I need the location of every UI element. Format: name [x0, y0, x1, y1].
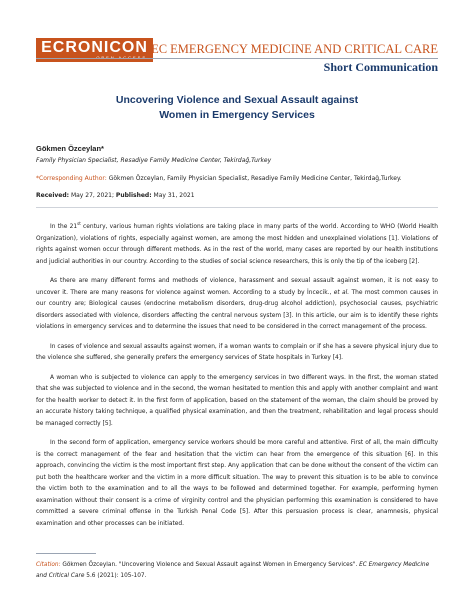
- p1-superscript: st: [77, 221, 81, 227]
- author-affiliation: Family Physician Specialist, Resadiye Family Medicine Center, Tekirdağ,Turkey: [36, 157, 272, 164]
- paragraph-2: [36, 276, 438, 334]
- footer-divider: [36, 553, 96, 554]
- p2-italic: et al.: [333, 289, 350, 296]
- article-body: [36, 222, 438, 538]
- journal-name: EC EMERGENCY MEDICINE AND CRITICAL CARE: [151, 42, 438, 56]
- citation: [36, 560, 438, 582]
- paragraph-4: A woman who is subjected to violence can apply to the emergency services in two different ways. In the first, the woman stated that she was subjected to violence and in the second, the woman hesitated to mention this and apply with another complaint and want for the health worker to detect it. In the first form of application, based on the statement of the woman, the claim should be proved by an accurate history taking technique, a qualified physical examination, and then the treatment, rehabilitation and legal process should be managed correctly [5].: [36, 374, 438, 427]
- p2-text-a: As there are many different forms and methods of violence, harassment and sexual assault against women, it is not easy to uncover it. There are many reasons for violence against women. According to a study by İncecik.,: [36, 278, 438, 296]
- citation-label: Citation:: [36, 562, 61, 568]
- received-date: May 27, 2021;: [69, 192, 116, 199]
- header-divider: [36, 58, 438, 59]
- published-date: May 31, 2021: [151, 192, 195, 199]
- received-label: Received:: [36, 192, 70, 199]
- article-dates: [36, 192, 195, 199]
- paragraph-3: In cases of violence and sexual assaults against women, if a woman wants to complain or if she has a severe physical injury due to the violence she suffered, she generally prefers the emergency services of State hospitals in Turkey [4].: [36, 343, 438, 361]
- citation-text: Gökmen Özceylan. "Uncovering Violence and Sexual Assault against Women in Emergency Services".: [60, 562, 360, 568]
- corresponding-author: [36, 175, 402, 182]
- article-title: [36, 93, 438, 123]
- citation-tail: 5.6 (2021): 105-107.: [84, 573, 147, 579]
- title-line-1: Uncovering Violence and Sexual Assault against: [115, 94, 359, 106]
- title-line-2: Women in Emergency Services: [159, 109, 315, 121]
- section-type: Short Communication: [323, 60, 438, 74]
- citation-journal: EC Emergency Medicine and Critical Care: [36, 562, 430, 579]
- paragraph-5: In the second form of application, emergency service workers should be more careful and attentive. First of all, the main difficulty is the correct management of the fear and hesitation that the victim can hear from the emergence of this situation [6]. In this approach, convincing the victim is the most important first step. Any application that can be done without the consent of the victim can put both the healthcare worker and the victim in a more difficult situation. The way to prevent this situation is to be able to convince the victim both to the examination and to all the ways to be followed and determined together. For example, performing hymen examination without their consent is a crime of virginity control and the physician performing this examination is considered to have committed a severe criminal offense in the Turkish Penal Code [5]. After this persuasion process is clear, anamnesis, physical examination and other processes can be initiated.: [36, 440, 438, 527]
- corr-text: Gökmen Özceylan, Family Physician Specialist, Resadiye Family Medicine Center, Tekirdağ,Turkey.: [106, 175, 402, 182]
- paragraph-1: [36, 222, 438, 268]
- meta-divider: [36, 207, 438, 208]
- p1-text-b: century, various human rights violations are taking place in many parts of the world. According to WHO (World Health Organization), violations of rights, especially against women, are among the most hidden and unexplained violations [1]. Violations of rights against women occur through different methods. As in the rest of the world, many cases are reported by our health institutions and judicial authorities in our country. According to the studies of social science researchers, this is only the tip of the iceberg [2].: [36, 224, 438, 265]
- p2-text-b: The most common causes in our country are; Biological causes (endocrine metabolism disorders, drug-drug alcohol addiction), psychosocial causes, psychiatric disorders associated with violence, disorders affecting the central nervous system [3]. In this article, our aim is to identify these rights violations in emergency services and to determine the issues that need to be considered in the correct management of the process.: [36, 289, 438, 330]
- published-label: Published:: [115, 192, 152, 199]
- p1-text-a: In the 21: [50, 224, 78, 230]
- corr-label: *Corresponding Author:: [36, 175, 107, 182]
- author-name: Gökmen Özceylan*: [36, 144, 104, 153]
- logo-main-text: ECRONICON: [41, 39, 148, 56]
